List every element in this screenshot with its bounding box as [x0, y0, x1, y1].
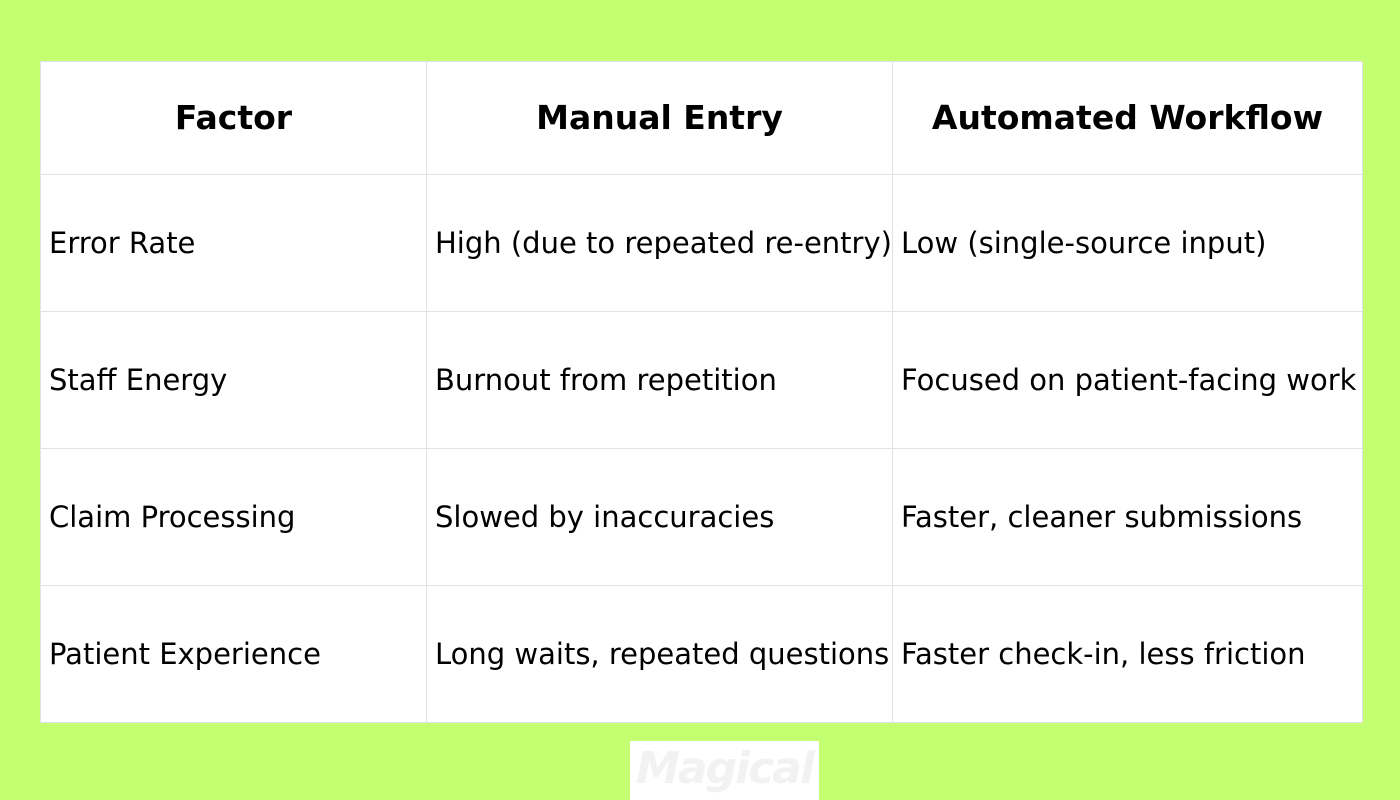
row-factor-cell: Patient Experience — [41, 586, 427, 723]
row-manual-cell: Burnout from repetition — [427, 312, 893, 449]
header-manual-entry: Manual Entry — [427, 62, 893, 175]
row-factor-cell: Claim Processing — [41, 449, 427, 586]
row-automated-cell: Low (single-source input) — [893, 175, 1363, 312]
table-row — [41, 586, 1363, 723]
row-manual-cell: High (due to repeated re-entry) — [427, 175, 893, 312]
row-automated-cell: Faster check-in, less friction — [893, 586, 1363, 723]
row-automated-cell: Faster, cleaner submissions — [893, 449, 1363, 586]
row-factor-cell: Staff Energy — [41, 312, 427, 449]
table-row — [41, 449, 1363, 586]
row-manual-cell: Slowed by inaccuracies — [427, 449, 893, 586]
row-automated-cell: Focused on patient-facing work — [893, 312, 1363, 449]
header-automated-workflow: Automated Workflow — [893, 62, 1363, 175]
magical-watermark-logo — [630, 741, 819, 800]
table-header-row — [41, 62, 1363, 175]
header-factor: Factor — [41, 62, 427, 175]
row-factor-cell: Error Rate — [41, 175, 427, 312]
table-row — [41, 312, 1363, 449]
watermark-text: Magical — [636, 743, 813, 794]
comparison-table — [40, 61, 1363, 723]
table-row — [41, 175, 1363, 312]
row-manual-cell: Long waits, repeated questions — [427, 586, 893, 723]
